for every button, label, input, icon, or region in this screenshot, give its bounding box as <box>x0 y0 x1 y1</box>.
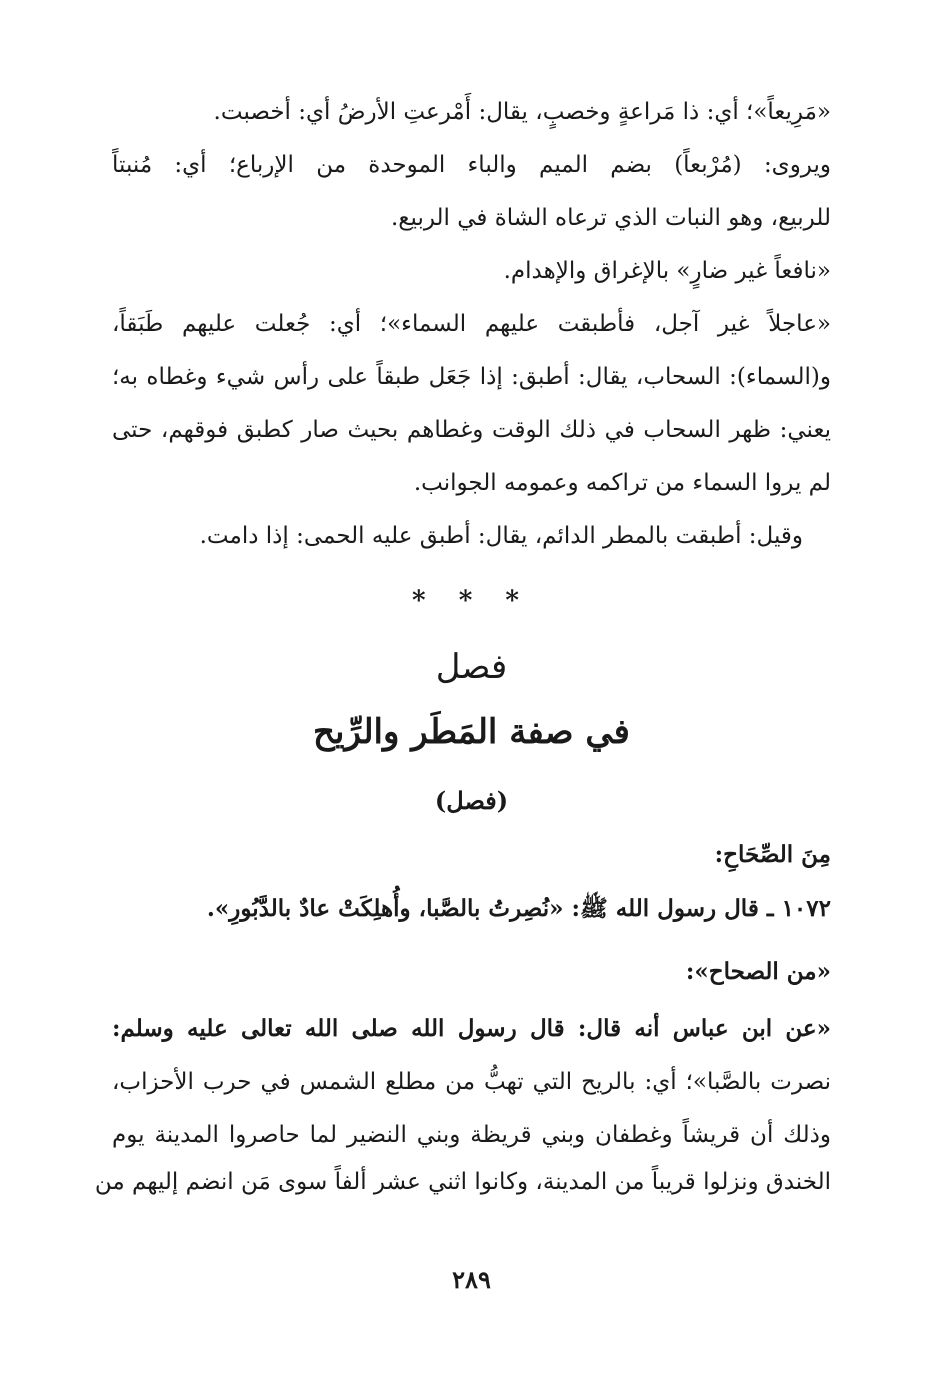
page-number: ٢٨٩ <box>452 1265 491 1294</box>
text-line-7: يعني: ظهر السحاب في ذلك الوقت وغطاهم بحيث صار كطبق فوقهم، حتى <box>112 417 831 443</box>
text-line-4: «نافعاً غير ضارٍ» بالإغراق والإهدام. <box>503 258 831 284</box>
text-line-2: ويروى: (مُرْبعاً) بضم الميم والباء الموحدة من الإرباع؛ أي: مُنبتاً <box>112 152 831 178</box>
text-line-8: لم يروا السماء من تراكمه وعمومه الجوانب. <box>413 470 831 496</box>
fasl-subheading: (فصل) <box>434 786 509 815</box>
text-line-1: «مَرِيعاً»؛ أي: ذا مَراعةٍ وخصبٍ، يقال: أَمْرعتِ الأرضُ أي: أخصبت. <box>213 99 831 125</box>
text-line-5: «عاجلاً غير آجل، فأطبقت عليهم السماء»؛ أي: جُعلت عليهم طَبَقاً، <box>112 311 831 337</box>
text-line-9: وقيل: أطبقت بالمطر الدائم، يقال: أطبق عليه الحمى: إذا دامت. <box>199 523 803 549</box>
comment-line-4: الخندق ونزلوا قريباً من المدينة، وكانوا اثني عشر ألفاً سوى مَن انضم إليهم من <box>94 1169 831 1195</box>
chapter-title: في صفة المَطَر والرِّيح <box>313 712 630 752</box>
fasl-heading: فصل <box>435 647 508 687</box>
text-line-3: للربيع، وهو النبات الذي ترعاه الشاة في الربيع. <box>390 205 831 231</box>
sihah-label: مِنَ الصِّحَاحِ: <box>714 841 831 868</box>
section-separator: * * * <box>412 586 531 616</box>
text-line-6: و(السماء): السحاب، يقال: أطبق: إذا جَعَل طبقاً على رأس شيء وغطاه به؛ <box>112 364 831 390</box>
min-sihah-quote: «من الصحاح»: <box>685 958 831 985</box>
comment-line-2: نصرت بالصَّبا»؛ أي: بالريح التي تهبُّ من مطلع الشمس في حرب الأحزاب، <box>112 1069 831 1095</box>
hadith-text: ١٠٧٢ ـ قال رسول الله ﷺ: «نُصِرتُ بالصَّبا، وأُهلِكَتْ عادٌ بالدَّبُورِ». <box>206 895 831 922</box>
comment-line-1: «عن ابن عباس أنه قال: قال رسول الله صلى الله تعالى عليه وسلم: <box>112 1015 831 1042</box>
comment-line-3: وذلك أن قريشاً وغطفان وبني قريظة وبني النضير لما حاصروا المدينة يوم <box>112 1122 831 1148</box>
